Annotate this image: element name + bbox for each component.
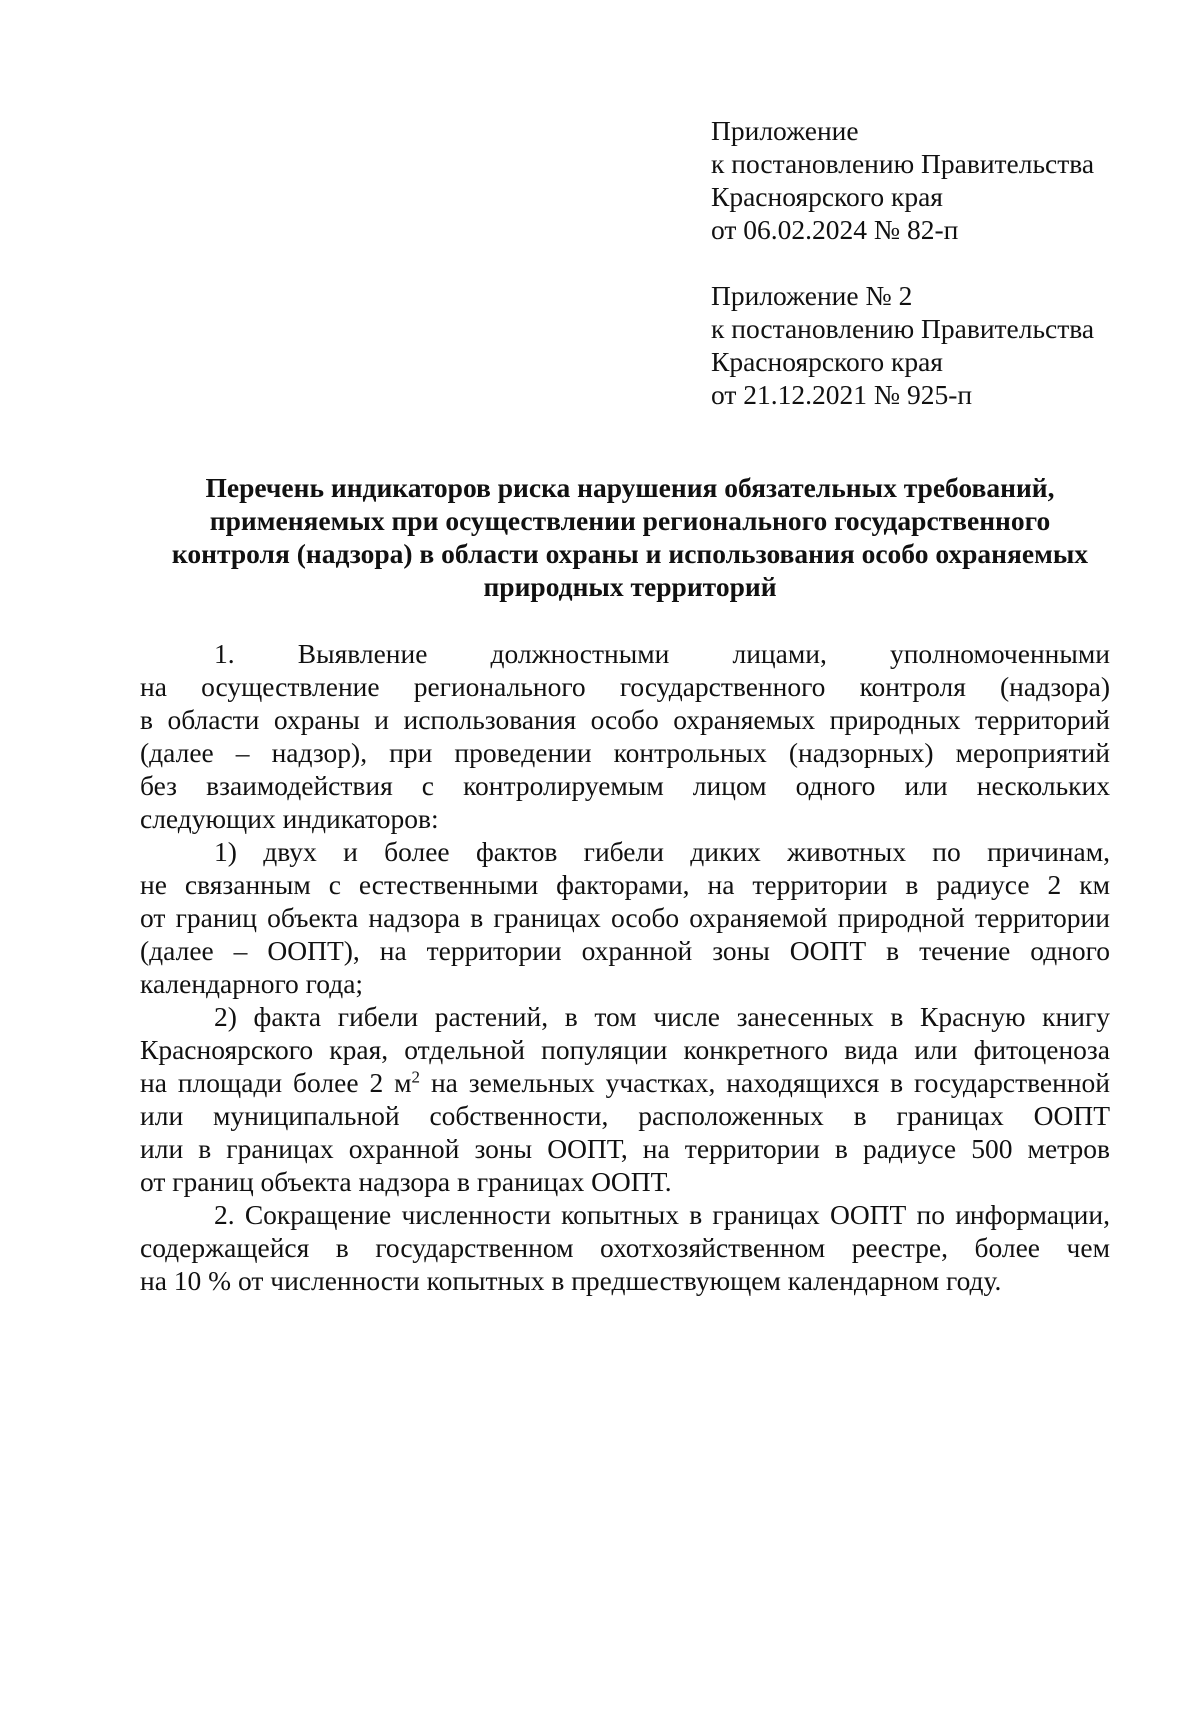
paragraph-line: 2) факта гибели растений, в том числе занесенных в Красную книгу	[214, 1001, 1110, 1032]
title-line: природных территорий	[483, 571, 777, 602]
attachment-header-original	[711, 279, 1171, 411]
title-line: контроля (надзора) в области охраны и использования особо охраняемых	[171, 538, 1089, 569]
square-meter-superscript: 2	[411, 1067, 421, 1087]
paragraph-1	[140, 637, 1110, 835]
paragraph-line: в области охраны и использования особо охраняемых природных территорий	[140, 704, 1110, 735]
attachment-header	[711, 114, 1171, 246]
paragraph-1-2	[140, 1000, 1110, 1198]
header-line: Приложение	[711, 115, 859, 146]
header-line: от 21.12.2021 № 925-п	[711, 379, 973, 410]
paragraph-line: 1) двух и более фактов гибели диких животных по причинам,	[214, 836, 1110, 867]
paragraph-line: или в границах охранной зоны ООПТ, на территории в радиусе 500 метров	[140, 1133, 1110, 1164]
document-body	[140, 637, 1110, 1297]
paragraph-line: 2. Сокращение численности копытных в границах ООПТ по информации,	[214, 1199, 1110, 1230]
paragraph-line: на 10 % от численности копытных в предшествующем календарном году.	[140, 1265, 1002, 1296]
paragraph-line: Красноярского края, отдельной популяции конкретного вида или фитоценоза	[140, 1034, 1110, 1065]
paragraph-line: на осуществление регионального государственного контроля (надзора)	[140, 671, 1110, 702]
header-line: Красноярского края	[711, 346, 943, 377]
header-line: к постановлению Правительства	[711, 148, 1095, 179]
paragraph-line: не связанным с естественными факторами, на территории в радиусе 2 км	[140, 869, 1110, 900]
title-line: применяемых при осуществлении регионального государственного	[209, 505, 1051, 536]
paragraph-line-with-superscript	[140, 1066, 1110, 1099]
paragraph-text: на земельных участках, находящихся в государственной	[430, 1067, 1111, 1098]
paragraph-line: или муниципальной собственности, расположенных в границах ООПТ	[140, 1100, 1110, 1131]
paragraph-line: от границ объекта надзора в границах особо охраняемой природной территории	[140, 902, 1110, 933]
paragraph-line: следующих индикаторов:	[140, 803, 439, 834]
paragraph-2	[140, 1198, 1110, 1297]
header-line: Приложение № 2	[711, 280, 913, 311]
paragraph-line: 1. Выявление должностными лицами, уполномоченными	[214, 638, 1110, 669]
paragraph-text: на площади более 2 м	[140, 1067, 412, 1098]
header-line: Красноярского края	[711, 181, 943, 212]
title-line: Перечень индикаторов риска нарушения обязательных требований,	[205, 472, 1055, 503]
document-title	[140, 471, 1120, 603]
paragraph-line: (далее – надзор), при проведении контрольных (надзорных) мероприятий	[140, 737, 1110, 768]
paragraph-line: содержащейся в государственном охотхозяйственном реестре, более чем	[140, 1232, 1110, 1263]
paragraph-line: от границ объекта надзора в границах ООПТ.	[140, 1166, 672, 1197]
paragraph-line: (далее – ООПТ), на территории охранной зоны ООПТ в течение одного	[140, 935, 1110, 966]
paragraph-1-1	[140, 835, 1110, 1000]
paragraph-line: без взаимодействия с контролируемым лицом одного или нескольких	[140, 770, 1110, 801]
header-line: от 06.02.2024 № 82-п	[711, 214, 959, 245]
header-line: к постановлению Правительства	[711, 313, 1095, 344]
paragraph-line: календарного года;	[140, 968, 364, 999]
